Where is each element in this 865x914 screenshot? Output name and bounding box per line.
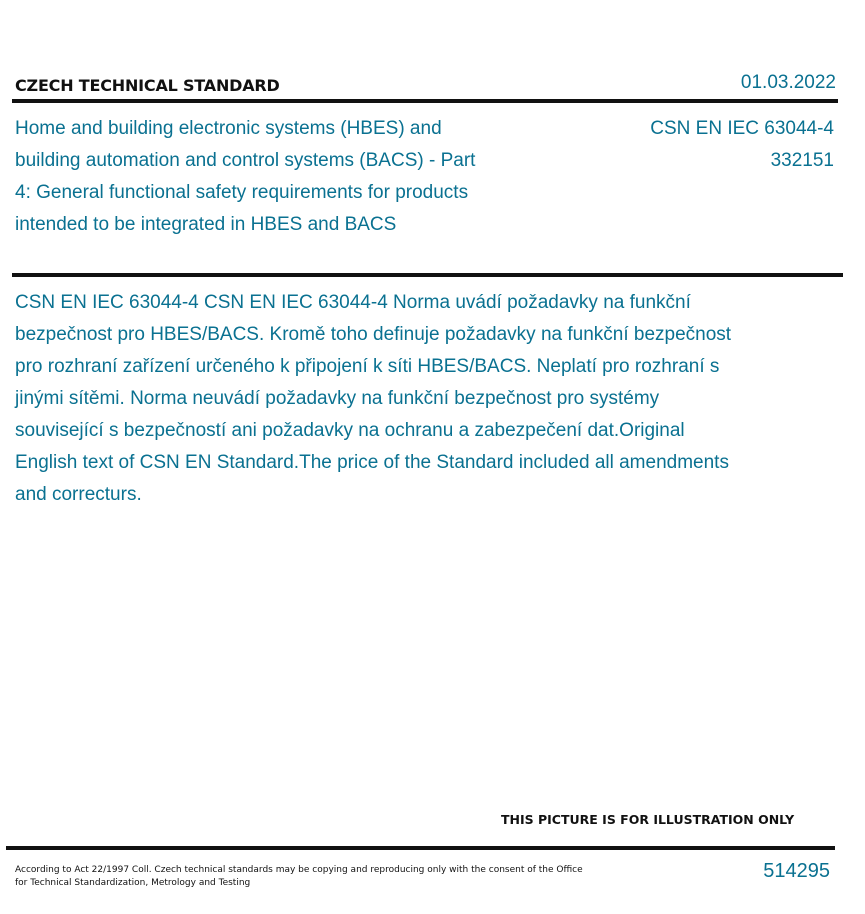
footer-divider <box>6 846 835 850</box>
standard-class-number: 332151 <box>770 150 834 171</box>
legal-notice-line: According to Act 22/1997 Coll. Czech technical standards may be copying and reproducing only with the consent of the Office <box>15 865 583 875</box>
title-divider <box>12 273 843 277</box>
legal-notice <box>15 864 595 890</box>
header-divider <box>12 99 838 103</box>
standard-code: CSN EN IEC 63044-4 <box>650 118 834 139</box>
publication-date: 01.03.2022 <box>740 72 836 93</box>
legal-notice-line: for Technical Standardization, Metrology and Testing <box>15 878 251 888</box>
illustration-note: THIS PICTURE IS FOR ILLUSTRATION ONLY <box>501 812 795 827</box>
standard-identifier <box>650 113 834 177</box>
document-number: 514295 <box>763 860 830 882</box>
standard-annotation: CSN EN IEC 63044-4 CSN EN IEC 63044-4 Norma uvádí požadavky na funkční bezpečnost pro HBES/BACS. Kromě toho definuje požadavky na funkční bezpečnost pro rozhraní zařízení určeného k připojení k síti HBES/BACS. Neplatí pro rozhraní s jinými sítěmi. Norma neuvádí požadavky na funkční bezpečnost pro systémy související s bezpečností ani požadavky na ochranu a zabezpečení dat.Original English text of CSN EN Standard.The price of the Standard included all amendments and correcturs. <box>15 292 732 505</box>
standard-title: Home and building electronic systems (HBES) and building automation and control systems (BACS) - Part 4: General functional safety requirements for products intended to be integrated in HBES and BACS <box>15 118 476 235</box>
document-type-label: CZECH TECHNICAL STANDARD <box>15 76 280 95</box>
